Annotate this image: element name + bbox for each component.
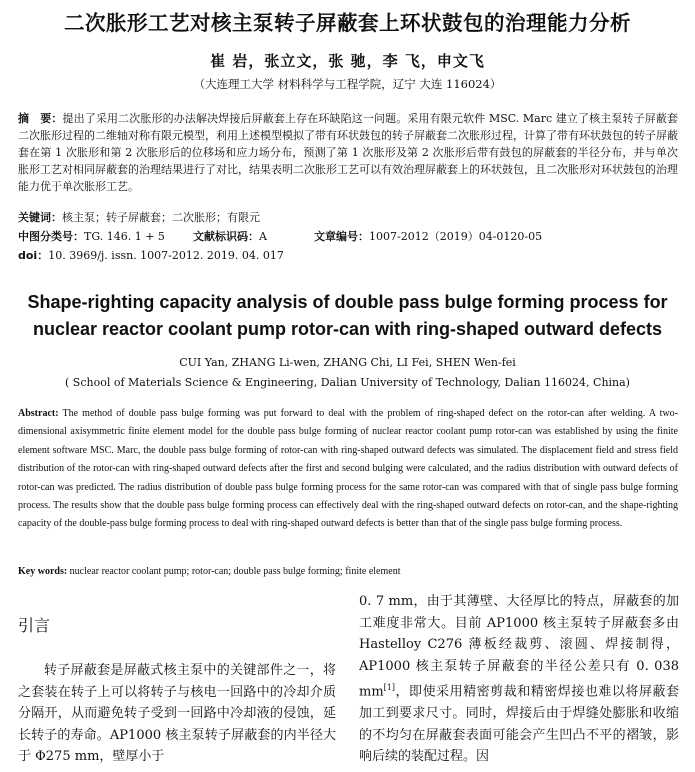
english-title-line-1: Shape-righting capacity analysis of double pass bulge forming process for bbox=[27, 292, 668, 312]
clc-label: 中图分类号： bbox=[18, 230, 84, 243]
article-number-value: 1007-2012（2019）04-0120-05 bbox=[369, 230, 543, 243]
chinese-abstract-text: 提出了采用二次胀形的办法解决焊接后屏蔽套上存在环缺陷这一问题。采用有限元软件 MSC. Marc 建立了核主泵转子屏蔽套二次胀形过程的二维轴对称有限元模型，利用上述模型模拟了带有环状鼓包的转子屏蔽套二次胀形过程，计算了带有环状鼓包的转子屏蔽套在第 1 次胀形和第 2 次胀形后的位移场和应力场分布，预测了第 1 次胀形及第 2 次胀形后带有鼓包的屏蔽套的半径分布，并与单次胀形工艺对相同屏蔽套的治理结果进行了对比，结果表明二次胀形工艺可以有效治理屏蔽套上的环状鼓包，且二次胀形对环状鼓包的治理能力优于单次胀形工艺。 bbox=[18, 112, 679, 193]
english-title-line-2: nuclear reactor coolant pump rotor-can with ring-shaped outward defects bbox=[32, 319, 663, 339]
document-code bbox=[193, 228, 267, 244]
english-abstract bbox=[18, 405, 678, 534]
section-heading-introduction: 引言 bbox=[18, 616, 51, 635]
english-keywords bbox=[18, 566, 400, 577]
english-abstract-label: Abstract: bbox=[18, 408, 59, 419]
document-code-label: 文献标识码： bbox=[193, 230, 259, 243]
chinese-abstract-label: 摘 要： bbox=[18, 112, 63, 125]
chinese-keywords-text: 核主泵；转子屏蔽套；二次胀形；有限元 bbox=[62, 211, 260, 224]
document-code-value: A bbox=[259, 230, 267, 243]
clc-value: TG. 146. 1 + 5 bbox=[84, 230, 165, 243]
english-authors: CUI Yan, ZHANG Li-wen, ZHANG Chi, LI Fei, SHEN Wen-fei bbox=[179, 356, 516, 369]
chinese-authors: 崔 岩，张立文，张 驰，李 飞，申文飞 bbox=[210, 52, 485, 70]
doi-value: 10. 3969/j. issn. 1007-2012. 2019. 04. 017 bbox=[48, 249, 284, 262]
english-keywords-label: Key words: bbox=[18, 566, 68, 577]
chinese-abstract bbox=[18, 110, 678, 195]
doi-line bbox=[18, 247, 284, 263]
body-left-column: 转子屏蔽套是屏蔽式核主泵中的关键部件之一，将之套装在转子上可以将转子与核电一回路中的冷却介质分隔开，从而避免转子受到一回路中冷却液的侵蚀，延长转子的寿命。AP1000 核主泵转子屏蔽套的内半径大于 Φ275 mm，壁厚小于 bbox=[18, 663, 336, 765]
clc-number bbox=[18, 228, 165, 244]
chinese-affiliation: （大连理工大学 材料科学与工程学院，辽宁 大连 116024） bbox=[193, 77, 502, 91]
right-column-text-2: ，即使采用精密剪裁和精密焊接也难以将屏蔽套加工到要求尺寸。同时，焊接后由于焊缝处膨胀和收缩的不均匀在屏蔽套表面可能会产生凹凸不平的褶皱，影响后续的装配过程。因 bbox=[359, 684, 679, 765]
english-abstract-text: The method of double pass bulge forming was put forward to deal with the problem of ring-shaped defect on the rotor-can after welding. A two-dimensional axisymmetric finite element model for the double pass bulge forming of nuclear reactor coolant pump rotor-can was established by using the finite element software MSC. Marc, the double pass bulge forming of rotor-can with ring-shaped outward defects was simulated. The displacement field and stress field distribution of the rotor-can with ring-shaped outward defects after the first and second bulging were calculated, and the radius distribution with outward defects of rotor-can was predicted. The radius distribution of double pass bulge forming process for the same rotor-can was compared with that of single pass bulge forming process. The results show that the double pass bulge forming process can effectively deal with the ring-shaped outward defects on rotor-can, and the shape-righting capacity of the double-pass bulge forming process to deal with ring-shaped outward defects is better than that of the single pass bulge forming process. bbox=[18, 408, 678, 530]
article-number-label: 文章编号： bbox=[314, 230, 369, 243]
chinese-keywords-label: 关键词： bbox=[18, 211, 62, 224]
english-affiliation: ( School of Materials Science & Engineering, Dalian University of Technology, Dalian 116024, China) bbox=[65, 376, 630, 389]
chinese-title: 二次胀形工艺对核主泵转子屏蔽套上环状鼓包的治理能力分析 bbox=[64, 11, 631, 35]
doi-label: doi： bbox=[18, 249, 49, 262]
article-number bbox=[314, 228, 542, 244]
english-title bbox=[0, 289, 695, 343]
chinese-keywords bbox=[18, 209, 260, 225]
english-keywords-text: nuclear reactor coolant pump; rotor-can; double pass bulge forming; finite element bbox=[69, 566, 401, 577]
reference-marker: [1] bbox=[383, 683, 395, 693]
body-right-column bbox=[359, 591, 679, 768]
right-column-text-1: 0. 7 mm，由于其薄壁、大径厚比的特点，屏蔽套的加工难度非常大。目前 AP1000 核主泵转子屏蔽套多由 Hastelloy C276 薄板经裁剪、滚圆、焊接制得，AP1000 核主泵转子屏蔽套的半径公差只有 0. 038 mm bbox=[359, 594, 679, 700]
